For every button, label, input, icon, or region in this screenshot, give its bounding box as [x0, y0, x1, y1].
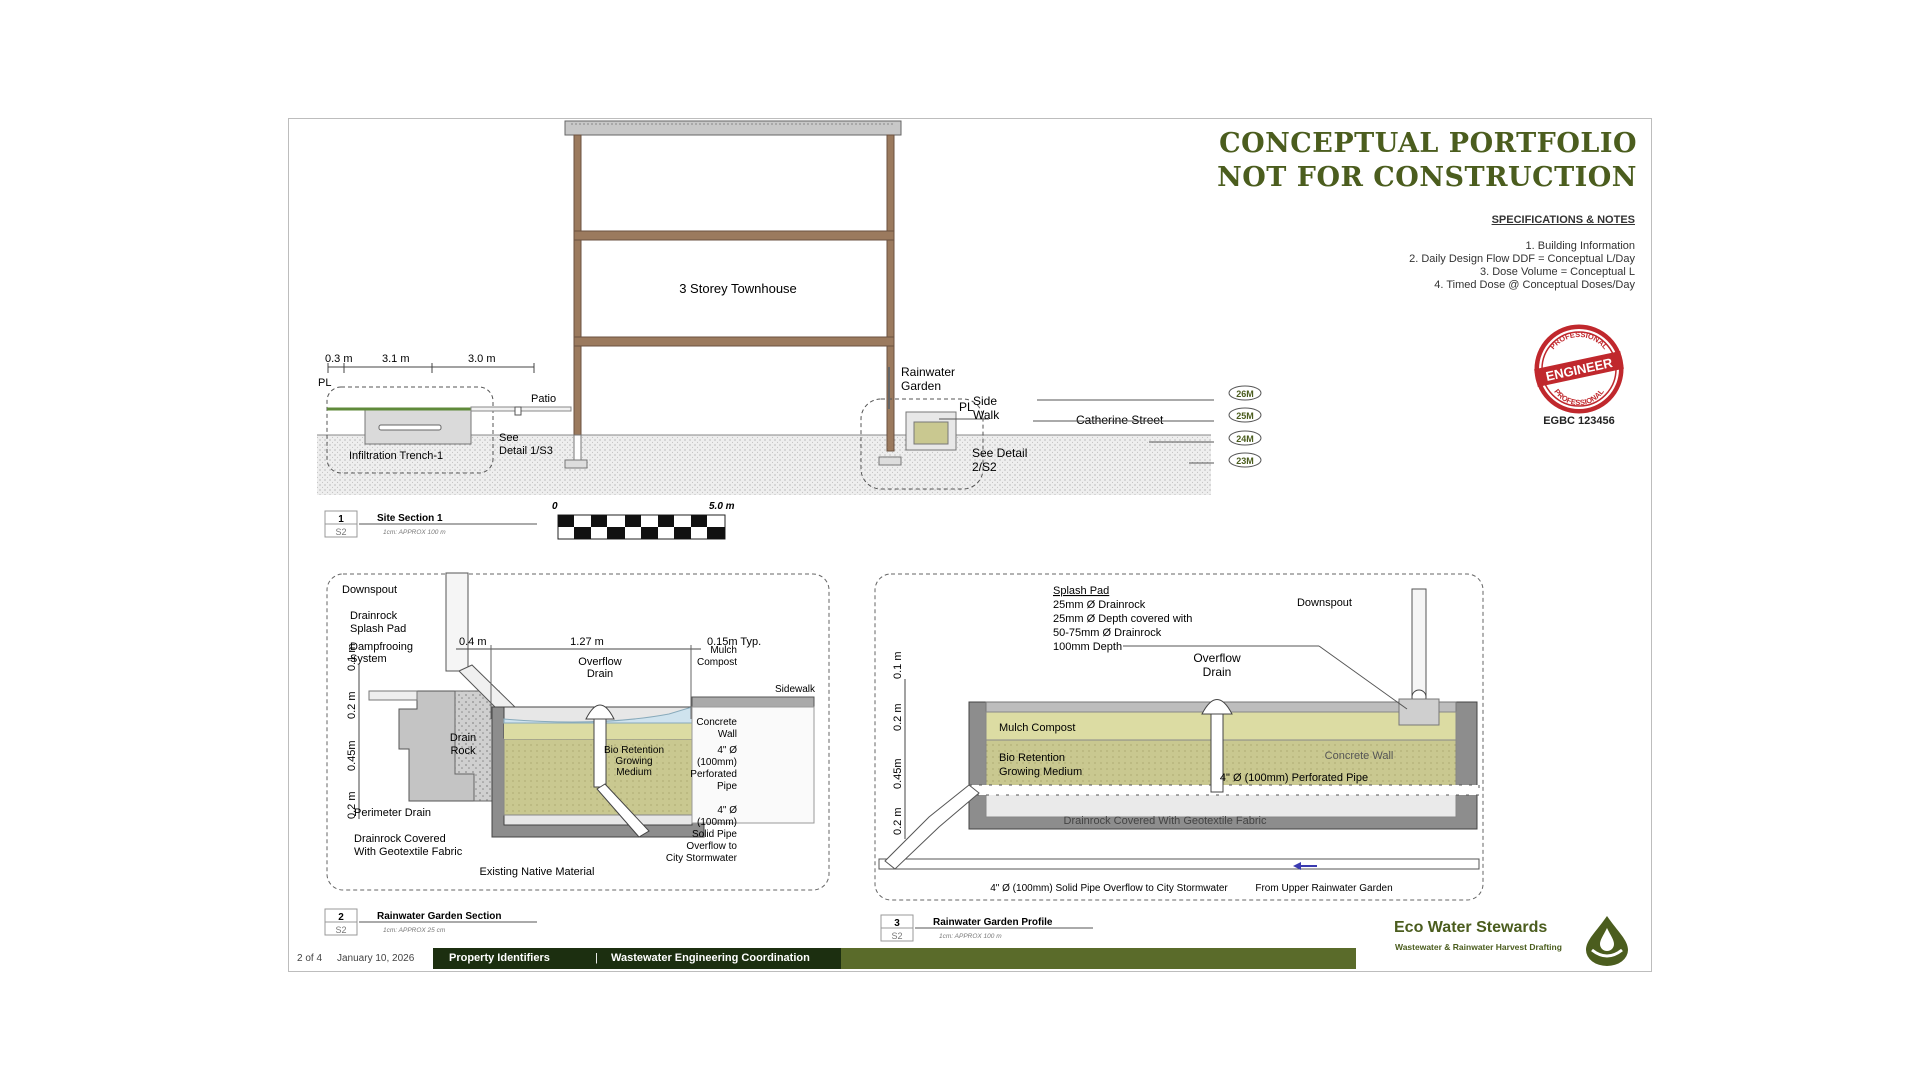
svg-text:100mm Depth: 100mm Depth: [1053, 641, 1123, 653]
svg-text:0: 0: [552, 501, 558, 512]
see-detail-1: See: [499, 432, 519, 444]
site-section: [317, 121, 1261, 495]
svg-text:Solid Pipe: Solid Pipe: [691, 829, 737, 840]
svg-text:1cm: APPROX 100 m: 1cm: APPROX 100 m: [939, 933, 1002, 940]
title-block-1: [325, 511, 537, 537]
svg-text:25mm Ø Depth covered with: 25mm Ø Depth covered with: [1053, 613, 1193, 625]
dim-3-1m: 3.1 m: [382, 353, 410, 365]
svg-text:Drainrock Covered With Geotext: Drainrock Covered With Geotextile Fabric: [1063, 815, 1267, 827]
pl-left: PL: [318, 377, 332, 389]
title-line-2: NOT FOR CONSTRUCTION: [1217, 162, 1637, 193]
section-1-title: Site Section 1: [377, 513, 443, 524]
street-label: Catherine Street: [1076, 413, 1164, 427]
svg-text:4" Ø: 4" Ø: [717, 805, 737, 816]
svg-text:0.2 m: 0.2 m: [892, 703, 904, 731]
title-block-2: [325, 909, 537, 935]
svg-text:Growing: Growing: [615, 756, 653, 767]
svg-text:1.27 m: 1.27 m: [570, 636, 604, 648]
section-3-title: Rainwater Garden Profile: [933, 917, 1053, 928]
title-block-3: [881, 915, 1093, 941]
svg-text:0.2 m: 0.2 m: [346, 791, 358, 819]
svg-text:Pipe: Pipe: [716, 781, 737, 792]
svg-text:Dampfrooing: Dampfrooing: [350, 641, 413, 653]
roof: [565, 121, 901, 135]
svg-text:Growing Medium: Growing Medium: [999, 766, 1083, 778]
rain-garden-2: Garden: [901, 379, 942, 393]
see-detail-r1: See Detail: [972, 446, 1028, 460]
svg-text:Perimeter Drain: Perimeter Drain: [354, 807, 432, 819]
svg-text:PROFESSIONAL: PROFESSIONAL: [1552, 387, 1606, 408]
svg-text:Existing Native Material: Existing Native Material: [479, 866, 595, 878]
svg-text:2: 2: [338, 912, 344, 923]
svg-text:Sidewalk: Sidewalk: [775, 684, 816, 695]
svg-text:City Stormwater: City Stormwater: [665, 853, 737, 864]
svg-text:Overflow: Overflow: [578, 656, 622, 668]
svg-text:System: System: [350, 653, 387, 665]
svg-text:Concrete Wall: Concrete Wall: [1324, 750, 1394, 762]
svg-text:Drain: Drain: [1202, 665, 1232, 679]
scale-bar: [552, 501, 735, 539]
svg-text:PROFESSIONAL: PROFESSIONAL: [1548, 329, 1610, 352]
dim-3-0m: 3.0 m: [468, 353, 496, 365]
svg-text:50-75mm Ø Drainrock: 50-75mm Ø Drainrock: [1053, 627, 1162, 639]
solid-pipe: [879, 859, 1479, 869]
pl-right: PL: [959, 400, 974, 414]
page-number: 2 of 4: [297, 953, 323, 964]
svg-text:Overflow to: Overflow to: [686, 841, 737, 852]
garden-profile: [875, 574, 1483, 900]
svg-text:Compost: Compost: [696, 657, 737, 668]
stamp-id: EGBC 123456: [1543, 415, 1615, 427]
svg-text:4" Ø (100mm) Perforated Pipe: 4" Ø (100mm) Perforated Pipe: [1219, 772, 1369, 784]
svg-text:Overflow: Overflow: [1193, 651, 1241, 665]
floor-beam-2: [574, 337, 894, 346]
patio-label: Patio: [531, 393, 557, 405]
svg-text:Mulch Compost: Mulch Compost: [999, 722, 1076, 734]
svg-text:From Upper Rainwater Garden: From Upper Rainwater Garden: [1255, 883, 1393, 894]
spec-item: 3. Dose Volume = Conceptual L: [1479, 266, 1635, 278]
svg-text:Bio Retention: Bio Retention: [999, 752, 1066, 764]
svg-text:1cm: APPROX 100 m: 1cm: APPROX 100 m: [383, 529, 446, 536]
svg-text:Wall: Wall: [717, 729, 737, 740]
perforated-pipe: [969, 785, 1479, 795]
svg-text:ENGINEER: ENGINEER: [1544, 355, 1614, 384]
svg-text:0.45m: 0.45m: [346, 740, 358, 771]
sidewalk-2: Walk: [973, 408, 1000, 422]
building-label: 3 Storey Townhouse: [679, 281, 797, 296]
svg-text:0.45m: 0.45m: [892, 758, 904, 789]
title-block: [1217, 127, 1637, 195]
svg-text:Drainrock: Drainrock: [350, 610, 398, 622]
svg-text:Splash Pad: Splash Pad: [350, 623, 407, 635]
svg-text:4" Ø (100mm) Solid Pipe Overfl: 4" Ø (100mm) Solid Pipe Overflow to City Stormwater: [990, 883, 1228, 894]
see-detail-r2: 2/S2: [972, 460, 997, 474]
svg-text:Drain: Drain: [449, 732, 477, 744]
svg-text:4" Ø: 4" Ø: [717, 745, 737, 756]
engineer-stamp-icon: [1529, 319, 1629, 419]
property-identifiers: Property Identifiers: [449, 952, 550, 964]
svg-text:1: 1: [338, 514, 344, 525]
svg-text:S2: S2: [891, 931, 903, 941]
title-line-1: CONCEPTUAL PORTFOLIO: [1219, 128, 1637, 159]
brand-name: Eco Water Stewards: [1394, 919, 1548, 936]
svg-text:25mm Ø Drainrock: 25mm Ø Drainrock: [1053, 599, 1146, 611]
svg-text:Mulch: Mulch: [710, 645, 737, 656]
svg-text:Drain: Drain: [586, 668, 614, 680]
brand-subtitle: Wastewater & Rainwater Harvest Drafting: [1395, 942, 1562, 952]
svg-text:0.2 m: 0.2 m: [346, 691, 358, 719]
spec-item: 2. Daily Design Flow DDF = Conceptual L/Day: [1409, 253, 1635, 265]
footer-separator: |: [595, 952, 598, 964]
trench-label: Infiltration Trench-1: [349, 450, 444, 462]
svg-text:Bio Retention: Bio Retention: [603, 745, 665, 756]
building-post-left: [574, 135, 581, 451]
see-detail-2: Detail 1/S3: [499, 445, 553, 457]
specs-list: [1409, 240, 1635, 292]
date: January 10, 2026: [337, 953, 415, 964]
elevation-markers: [1229, 386, 1261, 467]
svg-text:0.15m Typ.: 0.15m Typ.: [707, 636, 762, 648]
section-2-title: Rainwater Garden Section: [377, 911, 502, 922]
water-drop-logo-icon: [1582, 914, 1632, 966]
elev-25m: 25M: [1236, 411, 1254, 421]
wastewater-coordination: Wastewater Engineering Coordination: [611, 952, 810, 964]
svg-text:1cm: APPROX 25 cm: 1cm: APPROX 25 cm: [383, 927, 446, 934]
elev-26m: 26M: [1236, 389, 1254, 399]
svg-text:(100mm): (100mm): [696, 817, 737, 828]
svg-text:S2: S2: [335, 925, 347, 935]
dim-0-3m: 0.3 m: [325, 353, 353, 365]
svg-text:0.2 m: 0.2 m: [892, 807, 904, 835]
elev-24m: 24M: [1236, 434, 1254, 444]
svg-text:Rock: Rock: [450, 745, 476, 757]
svg-text:Medium: Medium: [616, 767, 652, 778]
svg-text:(100mm): (100mm): [696, 757, 737, 768]
svg-text:Downspout: Downspout: [342, 584, 398, 596]
svg-text:Concrete: Concrete: [696, 717, 737, 728]
svg-text:0.1 m: 0.1 m: [892, 651, 904, 679]
sidewalk-1: Side: [973, 394, 998, 408]
spec-item: 1. Building Information: [1525, 240, 1635, 252]
svg-text:Drainrock Covered: Drainrock Covered: [354, 833, 446, 845]
drawing-sheet: [288, 118, 1652, 972]
svg-text:Perforated: Perforated: [690, 769, 737, 780]
garden-section: [327, 573, 829, 890]
svg-text:0.1 m: 0.1 m: [346, 643, 358, 671]
floor-beam-1: [574, 231, 894, 240]
svg-text:3: 3: [894, 918, 900, 929]
svg-text:With Geotextile Fabric: With Geotextile Fabric: [354, 846, 463, 858]
svg-text:Splash Pad: Splash Pad: [1053, 585, 1110, 597]
rain-garden-1: Rainwater: [901, 365, 956, 379]
spec-item: 4. Timed Dose @ Conceptual Doses/Day: [1434, 279, 1635, 291]
svg-text:S2: S2: [335, 527, 347, 537]
svg-text:5.0 m: 5.0 m: [709, 501, 735, 512]
svg-text:0.4 m: 0.4 m: [459, 636, 487, 648]
elev-23m: 23M: [1236, 456, 1254, 466]
svg-text:Downspout: Downspout: [1296, 597, 1352, 609]
specs-heading: SPECIFICATIONS & NOTES: [1491, 214, 1635, 226]
